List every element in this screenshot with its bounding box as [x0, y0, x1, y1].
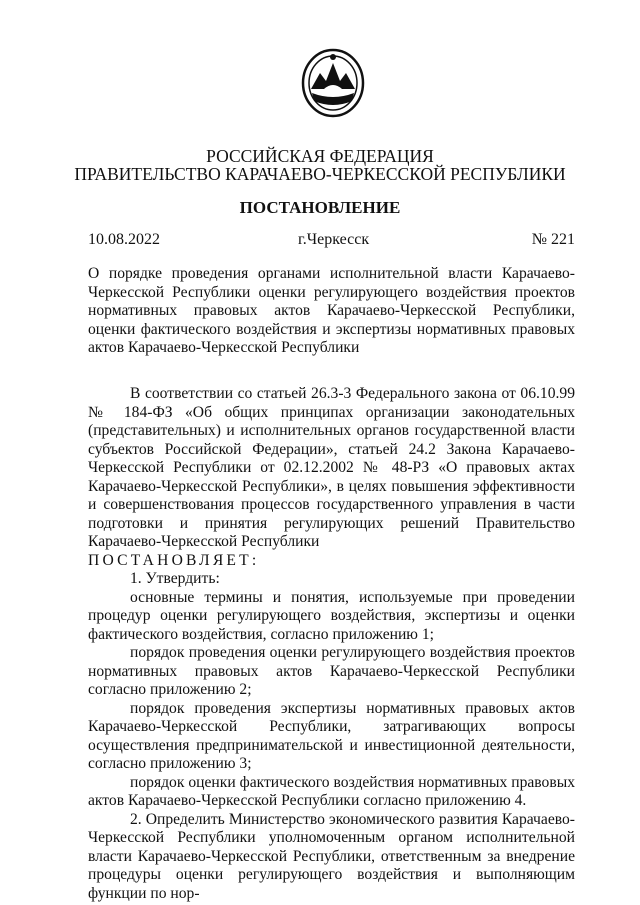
- document-body: [88, 385, 575, 903]
- resolves-heading: ПОСТАНОВЛЯЕТ:: [88, 551, 260, 569]
- government-heading: ПРАВИТЕЛЬСТВО КАРАЧАЕВО-ЧЕРКЕССКОЙ РЕСПУБЛИКИ: [74, 164, 566, 184]
- document-title: О порядке проведения органами исполнительной власти Карачаево-Черкесской Республики оценки регулирующего воздействия проектов нормативных правовых актов Карачаево-Черкесской Республики, оценки фактического воздействия и экспертизы нормативных правовых актов Карачаево-Черкесской Республики: [88, 265, 575, 356]
- item-1a: основные термины и понятия, используемые при проведении процедур оценки регулирующего воздействия, экспертизы и оценки фактического воздействия, согласно приложению 1;: [88, 588, 575, 643]
- document-type: ПОСТАНОВЛЕНИЕ: [239, 198, 401, 217]
- intro-paragraph: В соответствии со статьей 26.3-3 Федерального закона от 06.10.99 № 184-ФЗ «Об общих принципах организации законодательных (представительных) и исполнительных органов государственной власти субъектов Российской Федерации», статьей 24.2 Закона Карачаево-Черкесской Республики от 02.12.2002 № 48-РЗ «О правовых актах Карачаево-Черкесской Республики», в целях повышения эффективности и совершенствования процессов государственного управления в части подготовки и принятия регулирующих решений Правительство Карачаево-Черкесской Республики: [88, 385, 575, 550]
- country-heading: РОССИЙСКАЯ ФЕДЕРАЦИЯ: [206, 146, 434, 166]
- item-1d: порядок оценки фактического воздействия нормативных правовых актов Карачаево-Черкесской Республики согласно приложению 4.: [88, 773, 575, 809]
- document-city: г.Черкесск: [298, 231, 370, 248]
- document-date: 10.08.2022: [88, 231, 160, 248]
- item-1c: порядок проведения экспертизы нормативных правовых актов Карачаево-Черкесской Республики, затрагивающих вопросы осуществления предпринимательской и инвестиционной деятельности, согласно приложению 3;: [88, 699, 575, 772]
- document-number: № 221: [531, 231, 575, 248]
- item-1b: порядок проведения оценки регулирующего воздействия проектов нормативных правовых актов Карачаево-Черкесской Республики согласно приложению 2;: [88, 644, 575, 698]
- item-2: 2. Определить Министерство экономического развития Карачаево-Черкесской Республики уполномоченным органом исполнительной власти Карачаево-Черкесской Республики, ответственным за внедрение процедуры оценки регулирующего воздействия и выполняющим функции по нор-: [88, 810, 575, 902]
- karachay-cherkessia-emblem-icon: [298, 45, 368, 120]
- item-1: 1. Утвердить:: [130, 570, 220, 587]
